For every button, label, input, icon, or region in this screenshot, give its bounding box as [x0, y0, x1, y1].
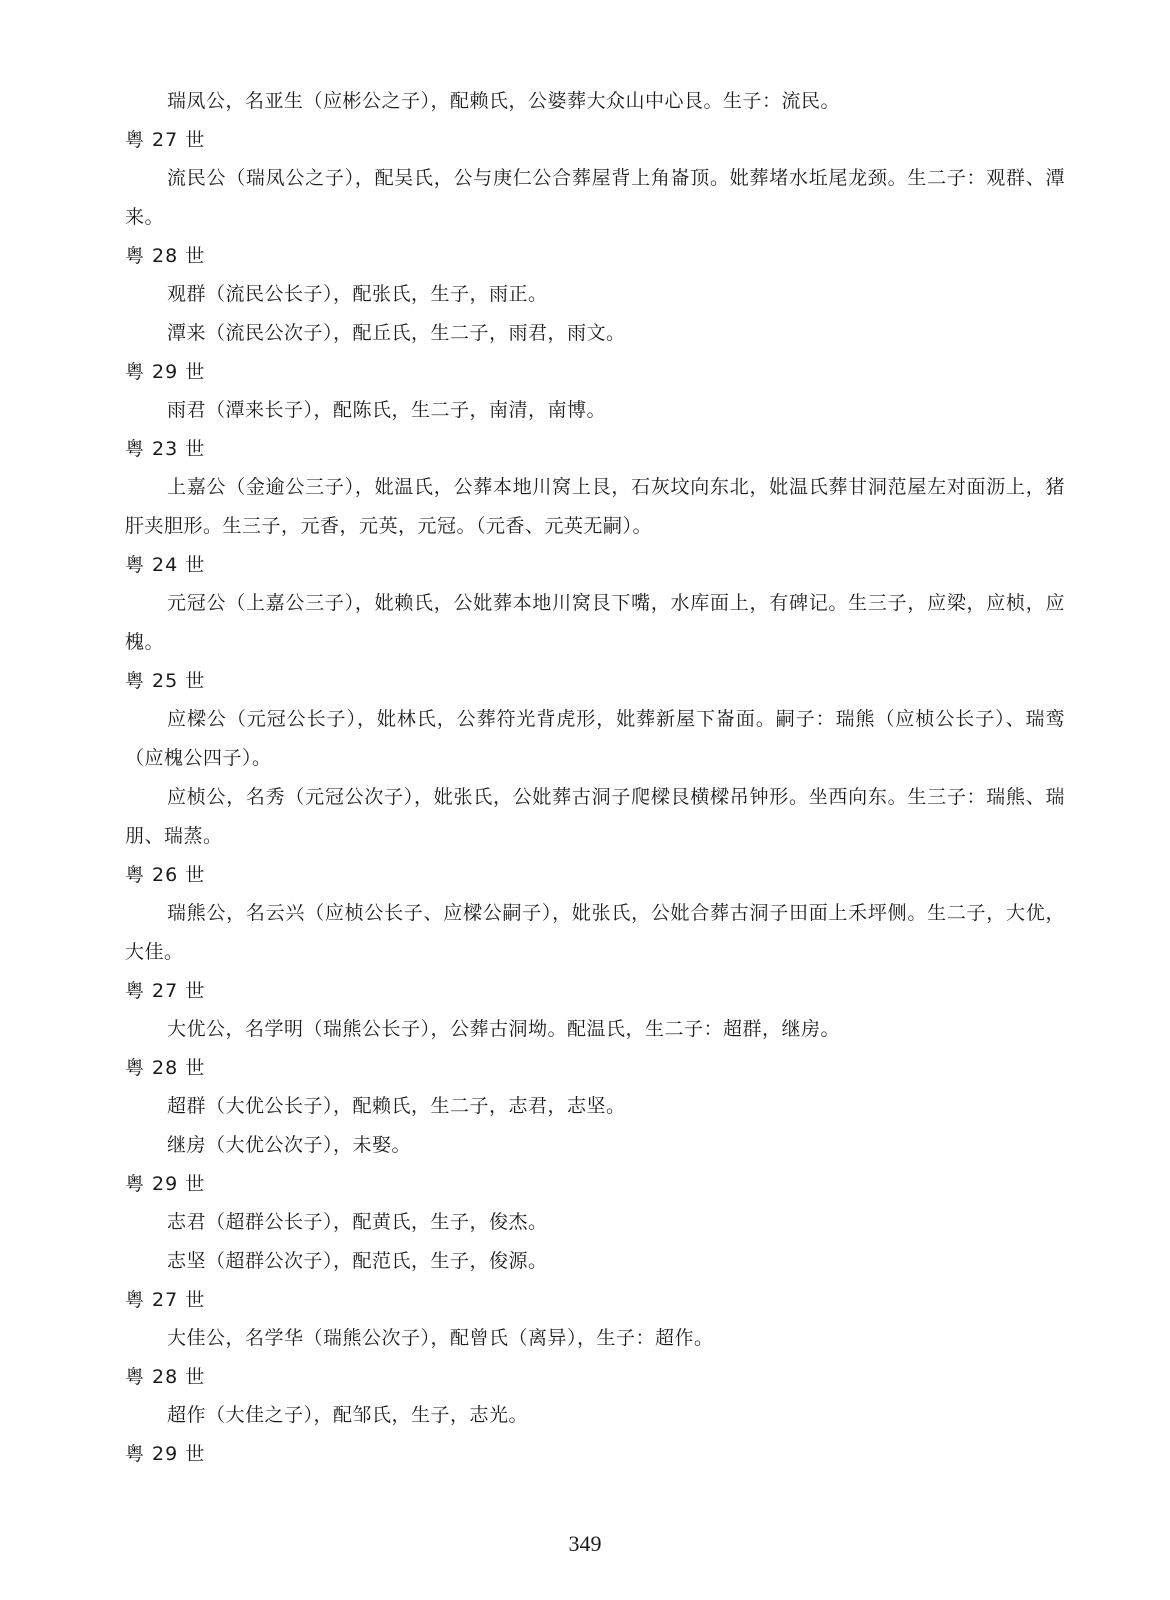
paragraph: 观群（流民公长子），配张氏，生子，雨正。	[167, 283, 548, 305]
generation-heading: 粤 29 世	[125, 361, 206, 383]
generation-heading: 粤 27 世	[125, 980, 206, 1002]
generation-heading: 粤 28 世	[125, 1366, 206, 1388]
paragraph: 大佳公，名学华（瑞熊公次子），配曾氏（离异），生子：超作。	[167, 1327, 714, 1349]
paragraph: 超作（大佳之子），配邹氏，生子，志光。	[167, 1404, 529, 1426]
paragraph: 潭来（流民公次子），配丘氏，生二子，雨君，雨文。	[167, 322, 626, 344]
generation-heading: 粤 23 世	[125, 438, 206, 460]
generation-heading: 粤 27 世	[125, 129, 206, 151]
paragraph: 瑞熊公，名云兴（应桢公长子、应樑公嗣子），妣张氏，公妣合葬古洞子田面上禾坪侧。生二子，大优，大佳。	[125, 902, 1065, 963]
generation-heading: 粤 29 世	[125, 1443, 206, 1465]
generation-heading: 粤 25 世	[125, 670, 206, 692]
generation-heading: 粤 28 世	[125, 245, 206, 267]
genealogy-text-body	[125, 82, 1065, 1473]
paragraph: 流民公（瑞凤公之子），配吴氏，公与庚仁公合葬屋背上角崙顶。妣葬堵水坵尾龙颈。生二子：观群、潭来。	[125, 167, 1065, 228]
generation-heading: 粤 27 世	[125, 1289, 206, 1311]
paragraph: 继房（大优公次子），未娶。	[167, 1134, 412, 1156]
paragraph: 志坚（超群公次子），配范氏，生子，俊源。	[167, 1250, 548, 1272]
paragraph: 应樑公（元冠公长子），妣林氏，公葬符光背虎形，妣葬新屋下崙面。嗣子：瑞熊（应桢公长子）、瑞鸾（应槐公四子）。	[125, 708, 1065, 769]
paragraph: 超群（大优公长子），配赖氏，生二子，志君，志坚。	[167, 1095, 626, 1117]
generation-heading: 粤 26 世	[125, 864, 206, 886]
paragraph: 志君（超群公长子），配黄氏，生子，俊杰。	[167, 1211, 548, 1233]
paragraph: 大优公，名学明（瑞熊公长子），公葬古洞坳。配温氏，生二子：超群，继房。	[167, 1018, 841, 1040]
paragraph: 上嘉公（金逾公三子），妣温氏，公葬本地川窝上艮，石灰坟向东北，妣温氏葬甘洞范屋左对面沥上，猪肝夹胆形。生三子，元香，元英，元冠。（元香、元英无嗣）。	[125, 476, 1065, 537]
paragraph: 雨君（潭来长子），配陈氏，生二子，南清，南博。	[167, 399, 607, 421]
generation-heading: 粤 24 世	[125, 554, 206, 576]
paragraph: 元冠公（上嘉公三子），妣赖氏，公妣葬本地川窝艮下嘴，水库面上，有碑记。生三子，应梁，应桢，应槐。	[125, 592, 1065, 653]
paragraph: 瑞凤公，名亚生（应彬公之子），配赖氏，公婆葬大众山中心艮。生子：流民。	[167, 90, 841, 112]
generation-heading: 粤 28 世	[125, 1057, 206, 1079]
generation-heading: 粤 29 世	[125, 1173, 206, 1195]
page-number: 349	[568, 1531, 602, 1556]
paragraph: 应桢公，名秀（元冠公次子），妣张氏，公妣葬古洞子爬樑艮横樑吊钟形。坐西向东。生三子：瑞熊、瑞朋、瑞蒸。	[125, 786, 1065, 847]
